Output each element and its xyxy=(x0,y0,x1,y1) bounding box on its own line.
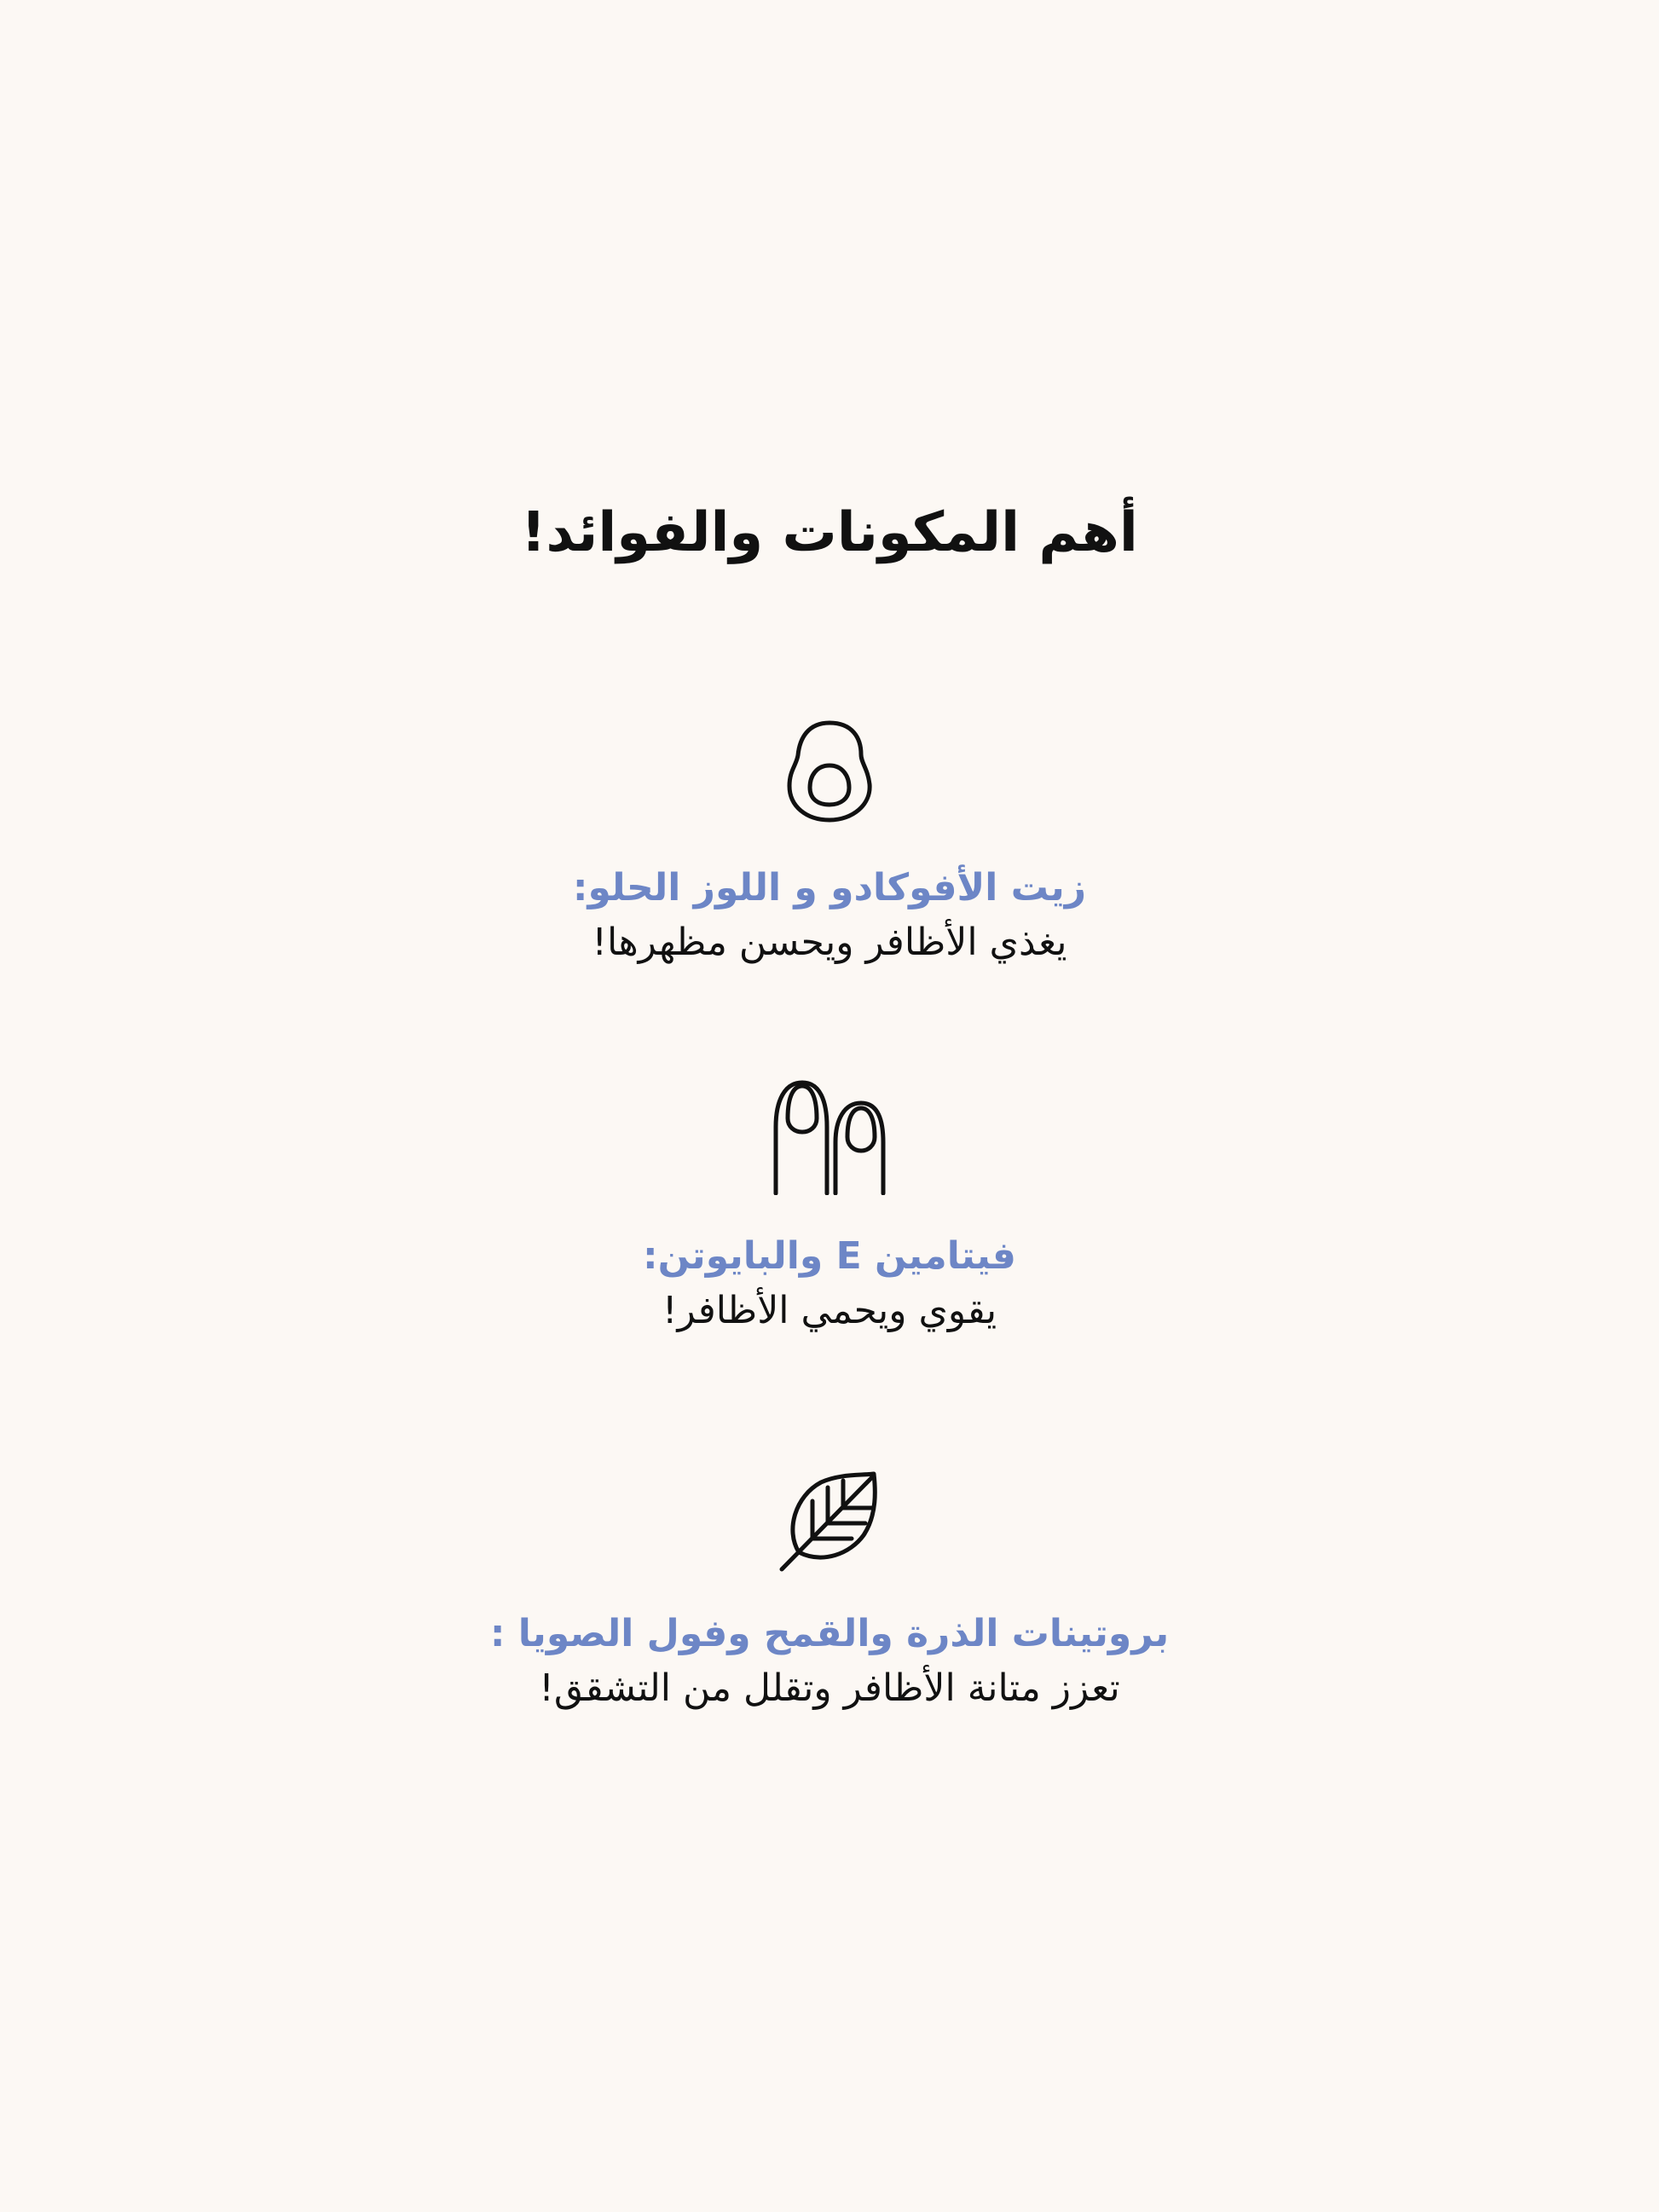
leaf-icon xyxy=(778,1470,881,1573)
feature-item-avocado xyxy=(0,716,1659,970)
avocado-icon xyxy=(783,716,876,827)
page-title: أهم المكونات والفوائد! xyxy=(521,501,1138,564)
feature-item-vitamin-e xyxy=(0,1076,1659,1338)
feature-title: بروتينات الذرة والقمح وفول الصويا : xyxy=(489,1612,1170,1655)
feature-description: يغذي الأظافر ويحسن مظهرها! xyxy=(592,921,1067,964)
feature-title: زيت الأفوكادو و اللوز الحلو: xyxy=(572,866,1087,910)
feature-description: يقوي ويحمي الأظافر! xyxy=(662,1289,997,1332)
fingernails-icon xyxy=(766,1076,893,1195)
feature-item-proteins xyxy=(0,1470,1659,1716)
feature-description: تعزز متانة الأظافر وتقلل من التشقق! xyxy=(539,1666,1120,1710)
feature-title: فيتامين E والبايوتن: xyxy=(642,1234,1016,1278)
